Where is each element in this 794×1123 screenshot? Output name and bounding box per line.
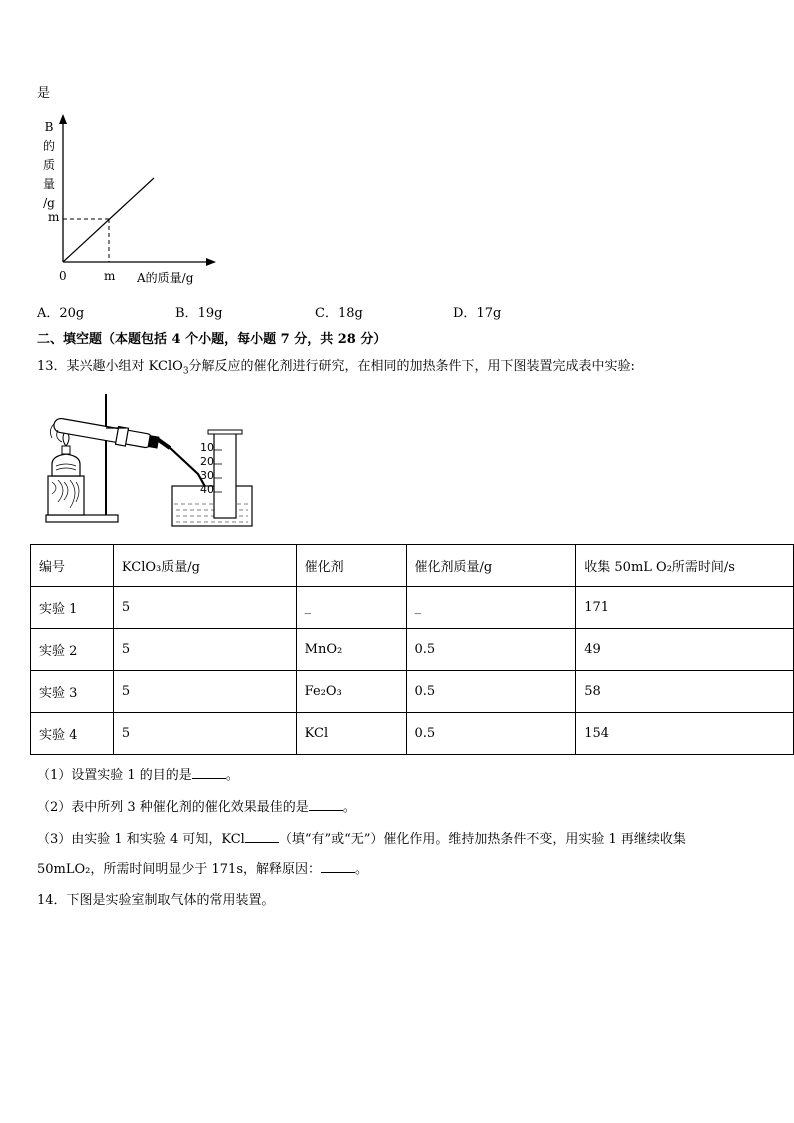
sub-question-3-cont: 50mLO₂，所需时间明显少于 171s，解释原因： 。 xyxy=(37,862,369,877)
section-heading: 二、填空题（本题包括 4 个小题，每小题 7 分，共 28 分） xyxy=(37,332,387,347)
table-cell: 58 xyxy=(576,671,794,713)
table-row xyxy=(31,713,794,755)
y-label-line: 量 xyxy=(42,177,55,191)
y-label-line: /g xyxy=(43,196,55,210)
table-cell: _ xyxy=(406,587,576,629)
table-cell: 49 xyxy=(576,629,794,671)
cylinder-tick-label: 30 xyxy=(200,469,214,482)
previous-question-tail: 是 xyxy=(37,86,51,101)
y-axis-arrow xyxy=(59,114,67,124)
y-label-line: B xyxy=(44,120,54,134)
sub-question-1: （1）设置实验 1 的目的是 。 xyxy=(37,768,239,783)
table-cell: 实验 2 xyxy=(31,629,114,671)
table-cell: _ xyxy=(296,587,406,629)
table-cell: 5 xyxy=(113,629,296,671)
table-cell: Fe₂O₃ xyxy=(296,671,406,713)
y-label-line: 的 xyxy=(42,139,55,153)
header-cell: KClO₃质量/g xyxy=(113,545,296,587)
sub-question-2: （2）表中所列 3 种催化剂的催化效果最佳的是 。 xyxy=(37,800,356,815)
table-cell: 实验 4 xyxy=(31,713,114,755)
cylinder-tick-label: 40 xyxy=(200,483,214,496)
question-14: 14．下图是实验室制取气体的常用装置。 xyxy=(37,893,275,908)
experiment-apparatus xyxy=(38,390,268,530)
table-cell: 0.5 xyxy=(406,713,576,755)
experiment-table xyxy=(30,544,794,755)
option-c: C．18g xyxy=(315,306,363,321)
answer-blank[interactable] xyxy=(192,766,226,779)
table-header-row xyxy=(31,545,794,587)
mass-graph-svg xyxy=(30,112,230,292)
alcohol-lamp xyxy=(52,454,80,476)
table-row xyxy=(31,629,794,671)
x-tick-m: m xyxy=(104,269,116,283)
table-row xyxy=(31,671,794,713)
table-row xyxy=(31,587,794,629)
answer-blank[interactable] xyxy=(309,798,343,811)
table-cell: 171 xyxy=(576,587,794,629)
y-tick-m: m xyxy=(48,210,60,224)
x-axis-label: A的质量/g xyxy=(137,271,194,285)
cylinder-tick-label: 20 xyxy=(200,455,214,468)
table-cell: KCl xyxy=(296,713,406,755)
table-cell: MnO₂ xyxy=(296,629,406,671)
cylinder-tick-label: 10 xyxy=(200,441,214,454)
mass-graph xyxy=(30,112,230,292)
table-cell: 154 xyxy=(576,713,794,755)
graduated-cylinder xyxy=(214,432,236,518)
table-cell: 5 xyxy=(113,587,296,629)
origin-label: 0 xyxy=(59,269,67,283)
option-a: A．20g xyxy=(37,306,85,321)
header-cell: 收集 50mL O₂所需时间/s xyxy=(576,545,794,587)
table-cell: 5 xyxy=(113,713,296,755)
header-cell: 编号 xyxy=(31,545,114,587)
answer-blank[interactable] xyxy=(321,860,355,873)
question-13: 13．某兴趣小组对 KClO$_3$分解反应的催化剂进行研究，在相同的加热条件下，用下图装置完成表中实验: xyxy=(37,359,635,377)
cylinder-scale xyxy=(196,441,214,497)
sub-question-3: （3）由实验 1 和实验 4 可知，KCl （填“有”或“无”）催化作用。维持加热条件不变，用实验 1 再继续收集 xyxy=(37,832,686,847)
table-cell: 5 xyxy=(113,671,296,713)
cylinder-rim xyxy=(208,430,242,434)
header-cell: 催化剂质量/g xyxy=(406,545,576,587)
table-cell: 实验 3 xyxy=(31,671,114,713)
option-b: B．19g xyxy=(175,306,223,321)
table-cell: 0.5 xyxy=(406,671,576,713)
y-axis-label xyxy=(42,118,56,213)
apparatus-svg xyxy=(38,390,268,530)
x-axis-arrow xyxy=(206,258,216,266)
y-label-line: 质 xyxy=(42,158,55,172)
lamp-wick-holder xyxy=(62,446,70,454)
header-cell: 催化剂 xyxy=(296,545,406,587)
stand-base xyxy=(46,515,118,522)
answer-blank[interactable] xyxy=(245,830,279,843)
table-cell: 0.5 xyxy=(406,629,576,671)
option-d: D．17g xyxy=(453,306,502,321)
table-cell: 实验 1 xyxy=(31,587,114,629)
